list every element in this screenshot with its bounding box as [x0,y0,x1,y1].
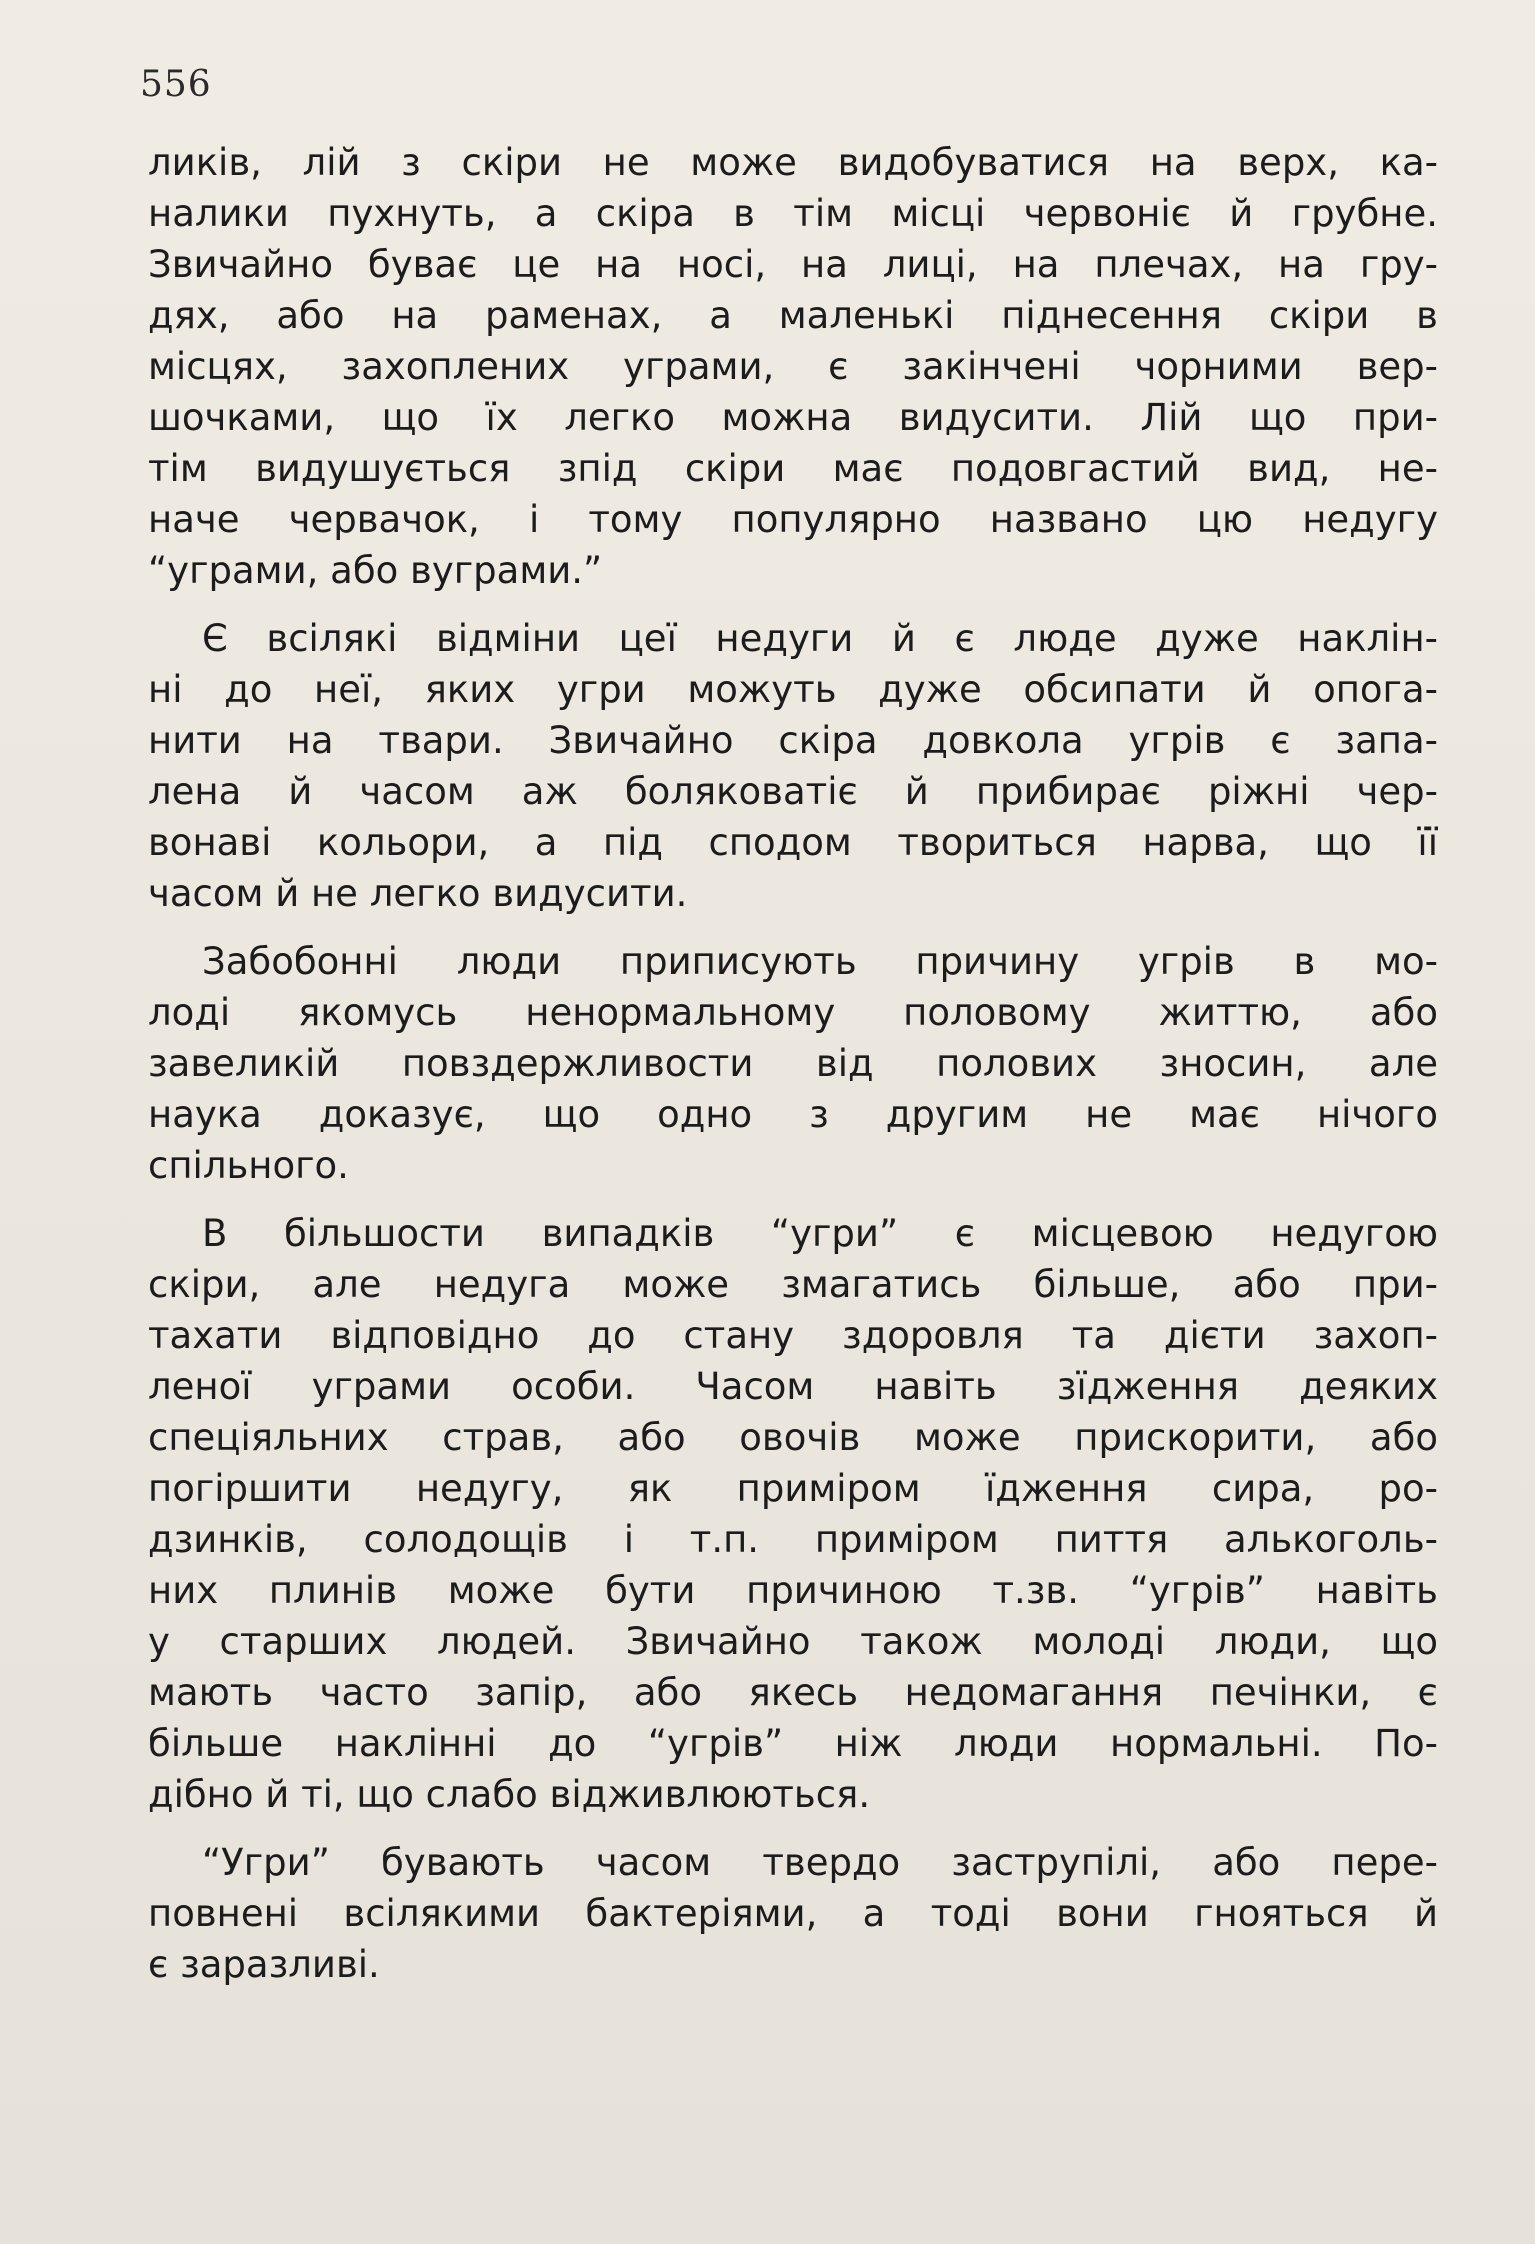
text-line: тім видушується зпід скіри має подовгастий вид, не- [148,447,1438,490]
text-line: скіри, але недуга може змагатись більше, або при- [148,1263,1438,1306]
text-line: лена й часом аж боляковатіє й прибирає ріжні чер- [148,770,1438,813]
text-line: Забобонні люди приписують причину угрів в мо- [202,940,1438,983]
page-number: 556 [140,64,212,105]
text-line: дях, або на раменах, а маленькі піднесення скіри в [148,294,1438,337]
text-line: погіршити недугу, як приміром їдження сира, ро- [148,1467,1438,1510]
text-line: у старших людей. Звичайно також молоді люди, що [148,1620,1438,1663]
text-line: налики пухнуть, а скіра в тім місці червоніє й грубне. [148,192,1438,235]
paragraph [148,1837,1438,1990]
text-line: леної уграми особи. Часом навіть зїдження деяких [148,1365,1438,1408]
text-line: повнені всілякими бактеріями, а тоді вони гнояться й [148,1892,1438,1935]
text-line: шочками, що їх легко можна видусити. Лій що при- [148,396,1438,439]
text-line: тахати відповідно до стану здоровля та дієти захоп- [148,1314,1438,1357]
text-line: “Угри” бувають часом твердо заструпілі, або пере- [202,1841,1438,1884]
text-line: наука доказує, що одно з другим не має нічого [148,1093,1438,1136]
text-line: дзинків, солодощів і т.п. приміром пиття алькоголь- [148,1518,1438,1561]
text-line: завеликій повздержливости від полових зносин, але [148,1042,1438,1085]
text-line: дібно й ті, що слабо відживлюються. [148,1773,871,1816]
text-line: місцях, захоплених уграми, є закінчені чорними вер- [148,345,1438,388]
text-line: більше наклінні до “угрів” ніж люди нормальні. По- [148,1722,1438,1765]
text-line: нити на твари. Звичайно скіра довкола угрів є запа- [148,719,1438,762]
body-text [148,137,1438,1990]
text-line: ликів, лій з скіри не може видобуватися на верх, ка- [148,141,1438,184]
text-line: наче червачок, і тому популярно названо цю недугу [148,498,1438,541]
text-line: мають часто запір, або якесь недомагання печінки, є [148,1671,1438,1714]
text-line: Звичайно буває це на носі, на лиці, на плечах, на гру- [148,243,1438,286]
paragraph [148,1208,1438,1820]
paragraph [148,613,1438,919]
text-line: вонаві кольори, а під сподом твориться нарва, що її [148,821,1438,864]
text-line: часом й не легко видусити. [148,872,688,915]
paragraph [148,936,1438,1191]
text-line: спільного. [148,1144,349,1187]
text-line: є заразливі. [148,1943,380,1986]
text-line: “уграми, або вуграми.” [148,549,603,592]
paragraph [148,137,1438,596]
text-line: спеціяльних страв, або овочів може прискорити, або [148,1416,1438,1459]
text-line: ні до неї, яких угри можуть дуже обсипати й опога- [148,668,1438,711]
text-line: В більшости випадків “угри” є місцевою недугою [202,1212,1438,1255]
text-line: Є всілякі відміни цеї недуги й є люде дуже наклін- [202,617,1438,660]
text-line: лоді якомусь ненормальному половому життю, або [148,991,1438,1034]
text-line: них плинів може бути причиною т.зв. “угрів” навіть [148,1569,1438,1612]
